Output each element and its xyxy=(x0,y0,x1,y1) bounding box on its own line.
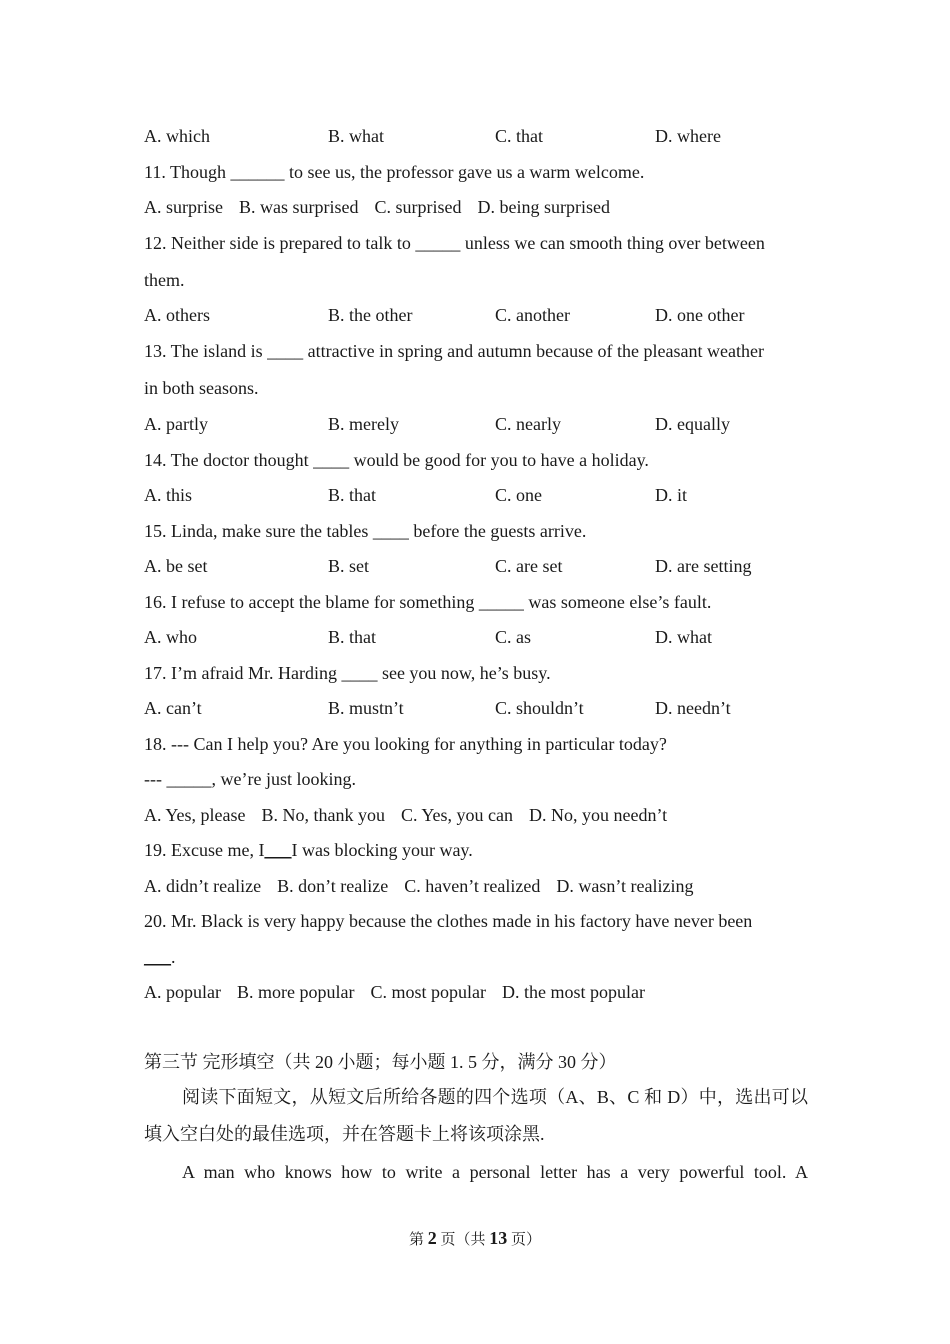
q17-stem: 17. I’m afraid Mr. Harding ____ see you now, he’s busy. xyxy=(144,663,551,683)
q10-option-d: D. where xyxy=(655,126,721,146)
footer-mid: 页（共 xyxy=(440,1232,486,1248)
q19-option-b: B. don’t realize xyxy=(277,876,389,896)
q16-option-c: C. as xyxy=(495,627,531,647)
q13-option-a: A. partly xyxy=(144,414,208,434)
q18-stem-line1: 18. --- Can I help you? Are you looking for anything in particular today? xyxy=(144,734,667,754)
q10-option-c: C. that xyxy=(495,126,543,146)
q18-option-a: A. Yes, please xyxy=(144,805,246,825)
q15-option-a: A. be set xyxy=(144,556,208,576)
q19-stem xyxy=(144,838,808,862)
passage-first-line: A man who knows how to write a personal letter has a very powerful tool. A xyxy=(182,1162,808,1182)
q11-option-a: A. surprise xyxy=(144,197,223,217)
q19-option-d: D. wasn’t realizing xyxy=(556,876,694,896)
q18-option-c: C. Yes, you can xyxy=(401,805,514,825)
q12-options xyxy=(144,303,808,327)
q17-option-d: D. needn’t xyxy=(655,698,731,718)
q12-option-a: A. others xyxy=(144,305,210,325)
q16-options xyxy=(144,625,808,649)
q17-option-a: A. can’t xyxy=(144,698,202,718)
q11-option-d: D. being surprised xyxy=(477,197,610,217)
q20-option-b: B. more popular xyxy=(236,982,355,1002)
page-footer xyxy=(0,1228,950,1250)
q15-option-d: D. are setting xyxy=(655,556,752,576)
q10-option-b: B. what xyxy=(328,126,384,146)
q19-option-c: C. haven’t realized xyxy=(404,876,541,896)
section3-instructions: 阅读下面短文，从短文后所给各题的四个选项（A、B、C 和 D）中，选出可以填入空白处的最佳选项，并在答题卡上将该项涂黑. xyxy=(144,1087,808,1144)
q12-option-c: C. another xyxy=(495,305,570,325)
q20-option-a: A. popular xyxy=(144,982,221,1002)
q16-stem: 16. I refuse to accept the blame for something _____ was someone else’s fault. xyxy=(144,592,712,612)
q18-option-b: B. No, thank you xyxy=(261,805,385,825)
q16-option-b: B. that xyxy=(328,627,376,647)
q15-option-b: B. set xyxy=(328,556,370,576)
q13-stem-line1: 13. The island is ____ attractive in spring and autumn because of the pleasant weather xyxy=(144,341,764,361)
q14-option-c: C. one xyxy=(495,485,542,505)
footer-pre: 第 xyxy=(408,1232,424,1248)
q20-stem-end: . xyxy=(171,947,176,967)
q16-option-a: A. who xyxy=(144,627,197,647)
q14-option-d: D. it xyxy=(655,485,688,505)
q14-option-b: B. that xyxy=(328,485,376,505)
q20-stem-line1: 20. Mr. Black is very happy because the clothes made in his factory have never been xyxy=(144,911,753,931)
q10-options xyxy=(144,124,808,148)
q11-option-b: B. was surprised xyxy=(239,197,359,217)
q13-option-c: C. nearly xyxy=(495,414,561,434)
q20-blank: ___ xyxy=(144,947,171,967)
q14-option-a: A. this xyxy=(144,485,193,505)
footer-post: 页） xyxy=(511,1232,542,1248)
q10-option-a: A. which xyxy=(144,126,210,146)
q11-stem: 11. Though ______ to see us, the professor gave us a warm welcome. xyxy=(144,162,645,182)
q15-option-c: C. are set xyxy=(495,556,563,576)
q11-option-c: C. surprised xyxy=(374,197,462,217)
q15-options xyxy=(144,554,808,578)
q19-stem-post: I was blocking your way. xyxy=(291,840,473,860)
q19-options xyxy=(144,874,808,898)
q13-option-b: B. merely xyxy=(328,414,399,434)
q14-stem: 14. The doctor thought ____ would be good for you to have a holiday. xyxy=(144,450,649,470)
q19-blank: ___ xyxy=(264,840,292,860)
q20-option-c: C. most popular xyxy=(370,982,486,1002)
footer-total-pages: 13 xyxy=(489,1228,508,1248)
q12-option-d: D. one other xyxy=(655,305,745,325)
q13-option-d: D. equally xyxy=(655,414,730,434)
q16-option-d: D. what xyxy=(655,627,712,647)
q18-stem-line2: --- _____, we’re just looking. xyxy=(144,769,356,789)
footer-page-number: 2 xyxy=(427,1228,437,1248)
q20-stem-line2 xyxy=(144,945,808,969)
section3-heading: 第三节 完形填空（共 20 小题；每小题 1. 5 分，满分 30 分） xyxy=(144,1052,617,1072)
q18-options xyxy=(144,803,808,827)
q17-option-b: B. mustn’t xyxy=(328,698,404,718)
q11-options xyxy=(144,195,808,219)
q12-stem-line1: 12. Neither side is prepared to talk to _____ unless we can smooth thing over between xyxy=(144,233,765,253)
q18-option-d: D. No, you needn’t xyxy=(529,805,668,825)
q17-options xyxy=(144,696,808,720)
q13-options xyxy=(144,412,808,436)
q12-stem-line2: them. xyxy=(144,270,185,290)
q12-option-b: B. the other xyxy=(328,305,413,325)
q19-option-a: A. didn’t realize xyxy=(144,876,262,896)
q19-stem-pre: 19. Excuse me, I xyxy=(144,840,265,860)
q20-options xyxy=(144,980,808,1004)
q14-options xyxy=(144,483,808,507)
q13-stem-line2: in both seasons. xyxy=(144,378,259,398)
q20-option-d: D. the most popular xyxy=(501,982,645,1002)
q17-option-c: C. shouldn’t xyxy=(495,698,584,718)
q15-stem: 15. Linda, make sure the tables ____ before the guests arrive. xyxy=(144,521,587,541)
